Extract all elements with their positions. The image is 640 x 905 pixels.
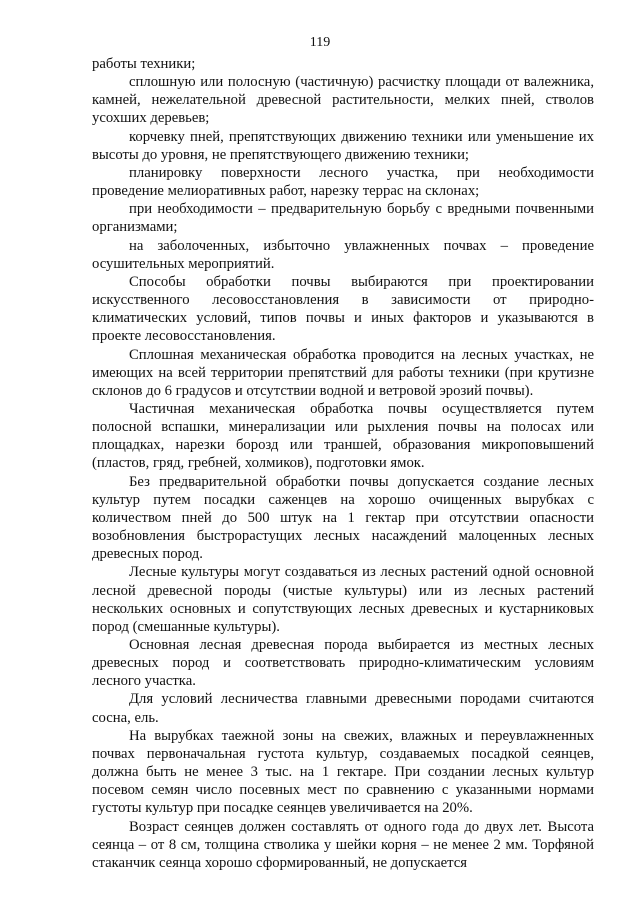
paragraph: Сплошная механическая обработка проводится на лесных участках, не имеющих на всей территории препятствий для работы техники (при крутизне склонов до 6 градусов и отсутствии водной и ветровой эрозий почвы). [92, 346, 594, 399]
paragraph: Без предварительной обработки почвы допускается создание лесных культур путем посадки саженцев на хорошо очищенных вырубках с количеством пней до 500 штук на 1 гектар при отсутствии опасности возобновления быстрорастущих лесных насаждений малоценных лесных древесных пород. [92, 473, 594, 563]
paragraph: планировку поверхности лесного участка, при необходимости проведение мелиоративных работ, нарезку террас на склонах; [92, 164, 594, 200]
page-body [92, 55, 594, 872]
paragraph: корчевку пней, препятствующих движению техники или уменьшение их высоты до уровня, не препятствующего движению техники; [92, 128, 594, 163]
paragraph: На вырубках таежной зоны на свежих, влажных и переувлажненных почвах первоначальная густота культур, создаваемых посадкой сеянцев, должна быть не менее 3 тыс. на 1 гектаре. При создании лесных культур посевом семян число посевных мест по сравнению с указанными нормами густоты культур при посадке сеянцев увеличивается на 20%. [92, 727, 594, 817]
paragraph: при необходимости – предварительную борьбу с вредными почвенными организмами; [92, 201, 594, 236]
paragraph: сплошную или полосную (частичную) расчистку площади от валежника, камней, нежелательной древесной растительности, мелких пней, стволов усохших деревьев; [92, 74, 594, 127]
paragraph: на заболоченных, избыточно увлажненных почвах – проведение осушительных мероприятий. [92, 237, 594, 272]
paragraph: Для условий лесничества главными древесными породами считаются сосна, ель. [92, 691, 594, 726]
paragraph: Основная лесная древесная порода выбирается из местных лесных древесных пород и соответствовать природно-климатическим условиям лесного участка. [92, 637, 594, 690]
paragraph: Частичная механическая обработка почвы осуществляется путем полосной вспашки, минерализации или рыхления почвы на полосах или площадках, нарезки борозд или траншей, образования микроповышений (пластов, гряд, гребней, холмиков), подготовки ямок. [92, 400, 594, 472]
paragraph: Возраст сеянцев должен составлять от одного года до двух лет. Высота сеянца – от 8 см, толщина стволика у шейки корня – не менее 2 мм. Торфяной стаканчик сеянца хорошо сформированный, не допускается [92, 818, 594, 871]
page-number: 119 [309, 35, 331, 50]
paragraph: Способы обработки почвы выбираются при проектировании искусственного лесовосстановления в зависимости от природно-климатических условий, типов почвы и иных факторов и указываются в проекте лесовосстановления. [92, 273, 594, 345]
paragraph: Лесные культуры могут создаваться из лесных растений одной основной лесной древесной породы (чистые культуры) или из лесных растений нескольких основных и сопутствующих лесных древесных и кустарниковых пород (смешанные культуры). [92, 564, 594, 635]
paragraph: работы техники; [92, 56, 196, 72]
